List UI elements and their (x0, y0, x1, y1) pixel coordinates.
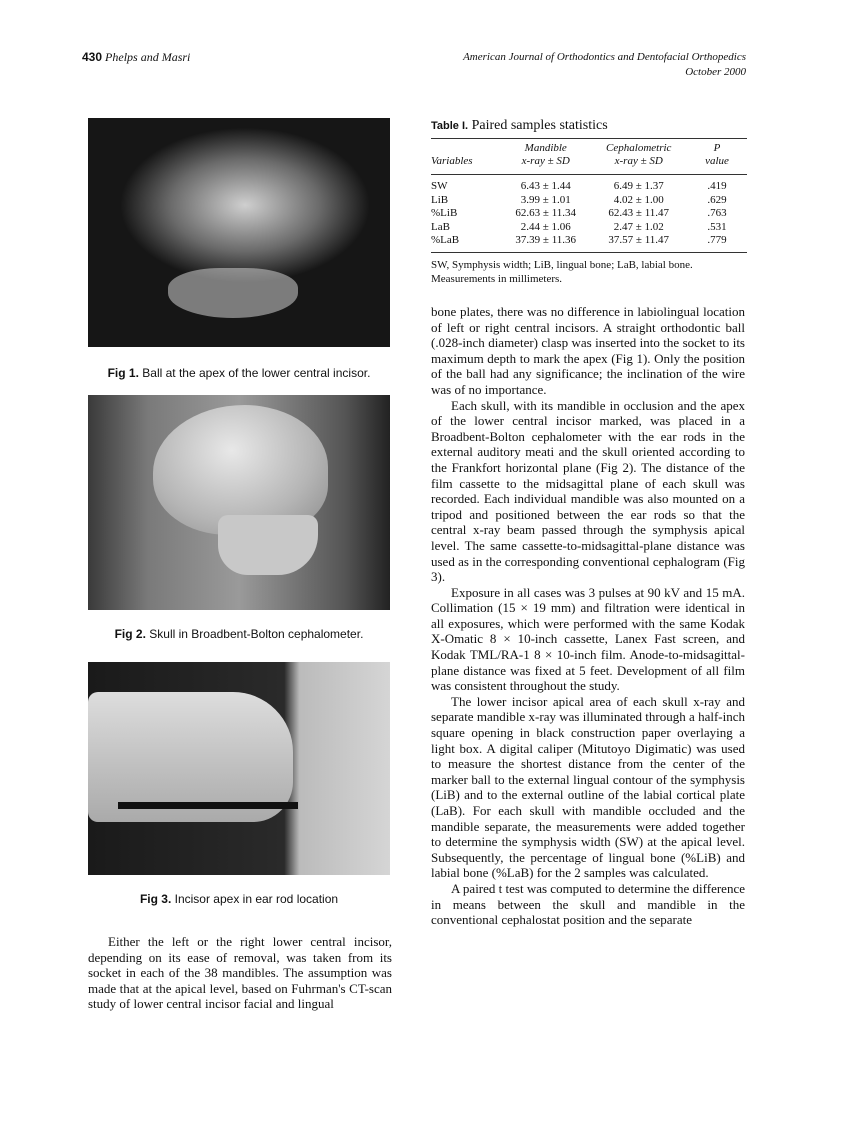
figure-3-caption: Fig 3. Incisor apex in ear rod location (139, 892, 339, 906)
table-cell: 4.02 ± 1.00 (613, 193, 664, 206)
paragraph: Exposure in all cases was 3 pulses at 90 kV and 15 mA. Collimation (15 × 19 mm) and filtration were identical in all exposures, which were performed with the same Kodak X-Omatic 8 × 10-inch cassette, Lanex Fast screen, and Kodak TML/RA-1 8 × 10-inch film. Anode-to-midsagittal-plane distance was fixed at 5 feet. Development of all film was consistent throughout the study. (431, 584, 745, 694)
column-header: Cephalometric x-ray ± SD (606, 142, 672, 167)
table-cell: 2.44 ± 1.06 (520, 220, 571, 233)
table-cell: .419 (707, 180, 727, 192)
table-row (431, 221, 747, 235)
table-cell: .531 (707, 220, 727, 233)
table-cell: 3.99 ± 1.01 (520, 193, 571, 206)
figure-2-caption: Fig 2. Skull in Broadbent-Bolton cephalometer. (114, 627, 364, 641)
table-cell: %LiB (431, 207, 458, 219)
table-cell: LaB (431, 220, 450, 233)
table-row (431, 207, 747, 221)
table-1 (431, 118, 747, 286)
page-number: 430 (82, 50, 103, 64)
table-footnote: SW, Symphysis width; LiB, lingual bone; LaB, labial bone. Measurements in millimeters. (431, 258, 693, 285)
figure-2-photo (88, 395, 390, 610)
figure-1-caption: Fig 1. Ball at the apex of the lower central incisor. (107, 366, 371, 380)
running-header-left (82, 50, 190, 65)
table-cell: .629 (707, 193, 727, 206)
table-cell: 37.39 ± 11.36 (515, 234, 577, 246)
table-cell: 62.43 ± 11.47 (608, 207, 670, 219)
figure-3-photo (88, 662, 390, 875)
table-cell: 6.43 ± 1.44 (520, 180, 571, 192)
paragraph: A paired t test was computed to determine the difference in means between the skull and mandible in the conventional cephalostat position and the separate (431, 880, 745, 928)
authors: Phelps and Masri (105, 50, 191, 64)
column-header: Variables (431, 155, 473, 167)
table-cell: .763 (707, 207, 727, 219)
table-cell: SW (431, 180, 448, 192)
table-cell: %LaB (431, 234, 460, 246)
left-column-text (88, 934, 392, 1012)
running-header-right (463, 50, 746, 80)
table-cell: 6.49 ± 1.37 (613, 180, 664, 192)
table-cell: 2.47 ± 1.02 (613, 220, 664, 233)
table-row (431, 194, 747, 208)
paragraph: Either the left or the right lower central incisor, depending on its ease of removal, was taken from its socket in each of the 38 mandibles. The assumption was made that at the apical level, based on Fuhrman's CT-scan study of lower central incisor facial and lingual (88, 934, 392, 1012)
issue-date: October 2000 (685, 66, 746, 78)
table-row (431, 234, 747, 252)
paragraph: The lower incisor apical area of each skull x-ray and separate mandible x-ray was illuminated through a half-inch square opening in black construction paper overlaying a light box. A digital caliper (Mitutoyo Digimatic) was used to measure the shortest distance from the center of the marker ball to the external lingual contour of the symphysis (LiB) and to the external outline of the labial cortical plate (LaB). For each skull with mandible occluded and the mandible separate, the measurements were added together to determine the symphysis width (SW) at the apical level. Subsequently, the percentage of lingual bone (%LiB) and labial bone (%LaB) for the 2 samples was calculated. (431, 693, 745, 881)
table-cell: .779 (707, 234, 727, 246)
right-column-text (431, 304, 745, 928)
table-cell: LiB (431, 193, 449, 206)
table-row (431, 175, 747, 194)
table-cell: 37.57 ± 11.47 (608, 234, 670, 246)
figure-1-xray-image (88, 118, 390, 347)
column-header: Mandible x-ray ± SD (521, 142, 570, 167)
column-header: P value (705, 142, 729, 167)
journal-name: American Journal of Orthodontics and Dentofacial Orthopedics (463, 51, 746, 63)
table-title: Table I. Paired samples statistics (431, 118, 608, 133)
paragraph: bone plates, there was no difference in labiolingual location of left or right central incisors. A straight orthodontic ball (.028-inch diameter) clasp was inserted into the socket to its maximum depth to mark the apex (Fig 1). Only the position of the ball had any significance; the inclination of the wire was of no importance. (431, 304, 745, 397)
paragraph: Each skull, with its mandible in occlusion and the apex of the lower central incisor marked, was placed in a Broadbent-Bolton cephalometer with the ear rods in the external auditory meati and the skull oriented according to the Frankfort horizontal plane (Fig 2). The distance of the film cassette to the midsagittal plane of each skull was recorded. Each individual mandible was also mounted on a tripod and positioned between the ear rods so that the central x-ray beam passed through the symphysis apical level. The same cassette-to-midsagittal-plane distance was used as in the corresponding conventional cephalogram (Fig 3). (431, 397, 745, 585)
table-cell: 62.63 ± 11.34 (515, 207, 577, 219)
